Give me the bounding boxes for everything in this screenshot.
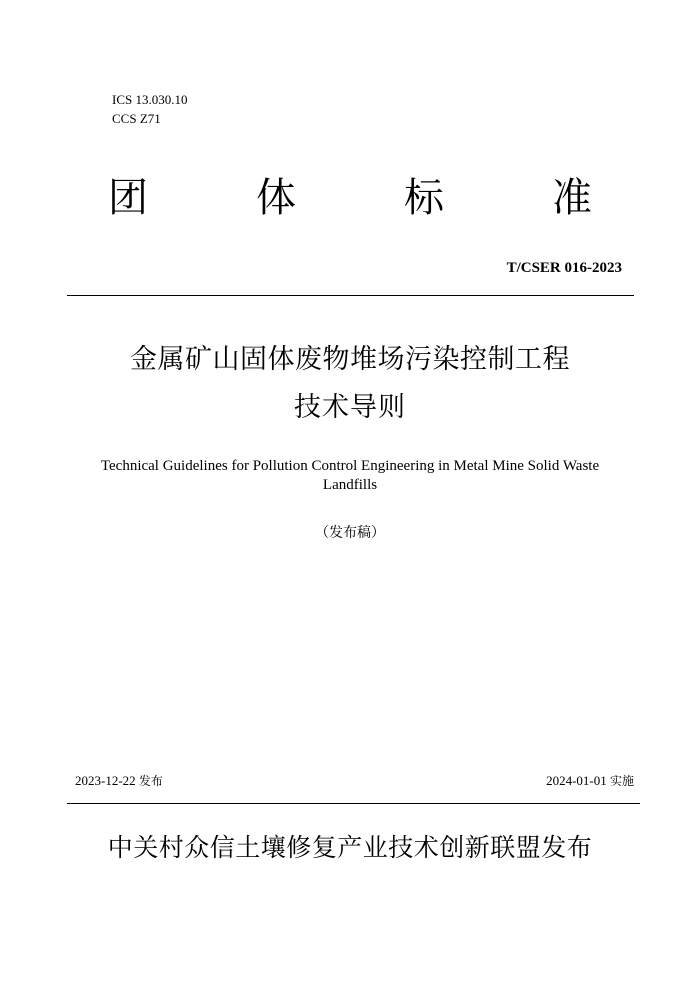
standard-type-char: 团 xyxy=(108,175,148,221)
bottom-divider xyxy=(67,803,640,804)
draft-status: （发布稿） xyxy=(315,525,385,541)
publisher: 中关村众信土壤修复产业技术创新联盟发布 xyxy=(107,833,593,862)
english-title xyxy=(40,457,660,495)
ccs-code: CCS Z71 xyxy=(112,111,161,126)
implementation-date xyxy=(546,772,634,789)
chinese-title-line-2: 技术导则 xyxy=(294,392,406,423)
standard-type-char: 标 xyxy=(404,175,444,221)
implementation-date-value: 2024-01-01 xyxy=(546,773,607,788)
standard-type-heading xyxy=(100,170,600,226)
standard-type-char: 体 xyxy=(256,175,296,221)
ics-code: ICS 13.030.10 xyxy=(112,92,188,107)
standard-number: T/CSER 016-2023 xyxy=(506,260,622,276)
issue-date-value: 2023-12-22 xyxy=(75,773,136,788)
classification-codes xyxy=(112,90,187,128)
issue-date-label: 发布 xyxy=(138,774,163,788)
english-title-line-1: Technical Guidelines for Pollution Control Engineering in Metal Mine Solid Waste xyxy=(100,458,600,474)
issue-date xyxy=(75,772,163,789)
implementation-date-label: 实施 xyxy=(609,774,634,788)
top-divider xyxy=(67,295,634,296)
standard-type-char: 准 xyxy=(552,175,592,221)
english-title-line-2: Landfills xyxy=(322,477,378,493)
chinese-title-line-1: 金属矿山固体废物堆场污染控制工程 xyxy=(130,344,570,375)
